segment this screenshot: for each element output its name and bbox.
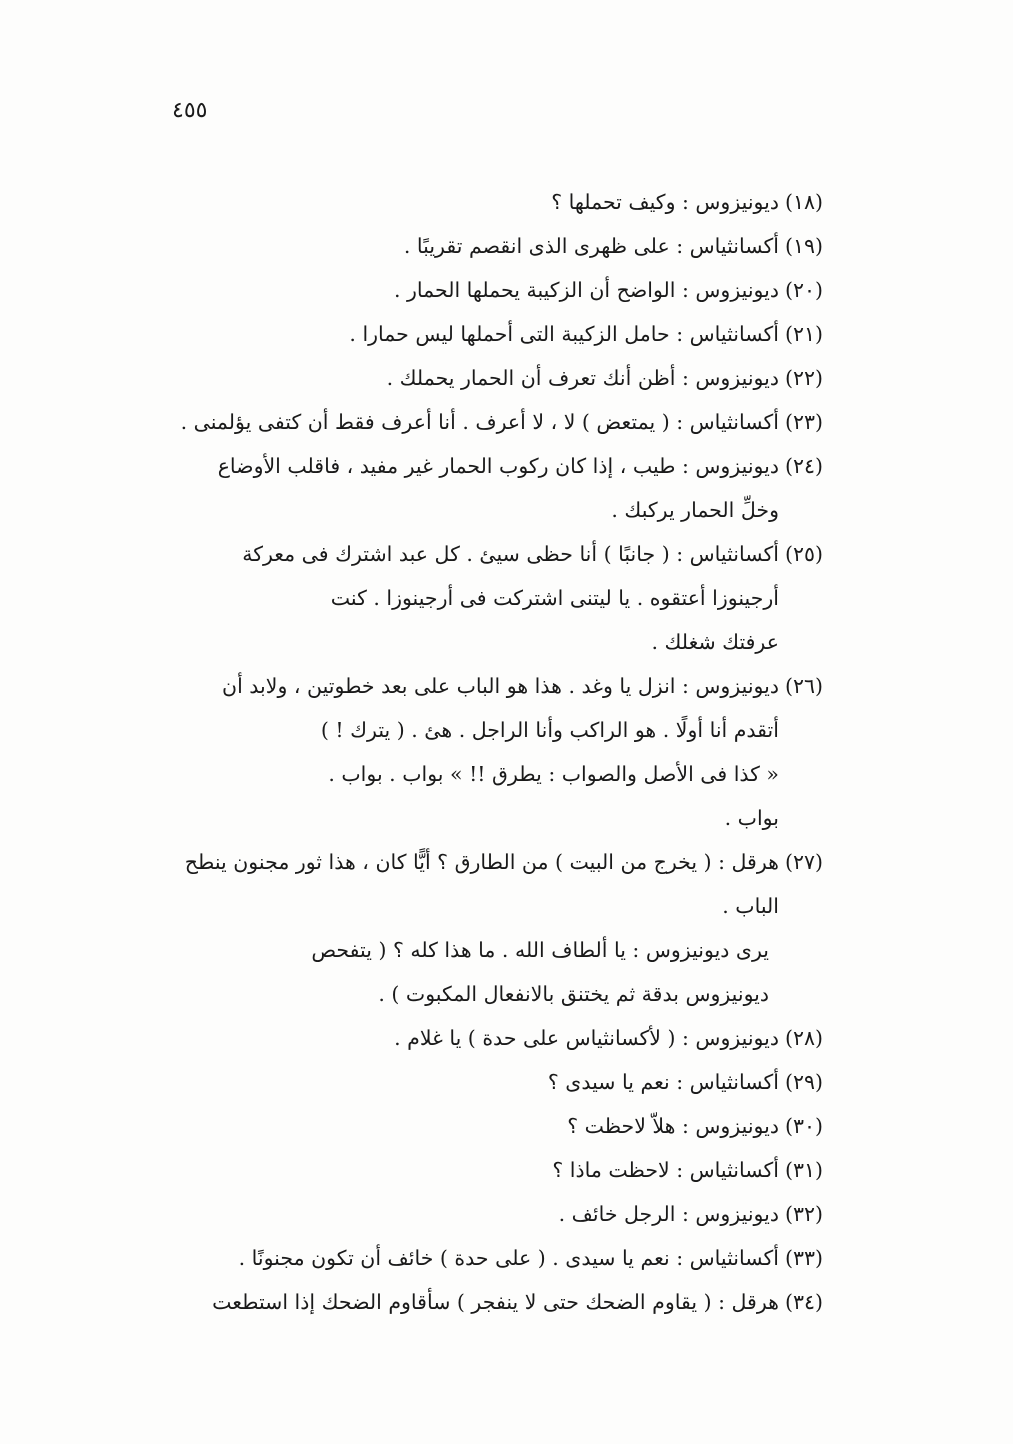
line-number: (٢٦) <box>784 674 823 698</box>
dialogue-line <box>143 1148 823 1192</box>
line-number: (٣١) <box>784 1158 823 1182</box>
line-continuation: الباب . <box>722 894 779 918</box>
line-text: هرقل : ( يقاوم الضحك حتى لا ينفجر ) سأقاوم الضحك إذا استطعت <box>212 1290 779 1314</box>
line-continuation: ديونيزوس بدقة ثم يختنق بالانفعال المكبوت ) . <box>378 982 769 1006</box>
dialogue-line <box>143 224 823 268</box>
line-text: ديونيزوس : وكيف تحملها ؟ <box>551 190 779 214</box>
line-number: (٢٨) <box>784 1026 823 1050</box>
dialogue-line <box>143 1060 823 1104</box>
line-text: يرى ديونيزوس : يا ألطاف الله . ما هذا كله ؟ ( يتفحص <box>311 938 769 962</box>
line-text: ديونيزوس : الواضح أن الزكيبة يحملها الحمار . <box>393 278 779 302</box>
line-continuation: أرجينوزا أعتقوه . يا ليتنى اشتركت فى أرجينوزا . كنت <box>330 586 779 610</box>
line-continuation: وخلِّ الحمار يركبك . <box>611 498 779 522</box>
stage-direction-line <box>143 928 823 1016</box>
line-text: ديونيزوس : الرجل خائف . <box>558 1202 779 1226</box>
dialogue-line <box>143 664 823 840</box>
line-text: أكسانثياس : على ظهرى الذى انقصم تقريبًا . <box>403 234 779 258</box>
dialogue-line <box>143 1104 823 1148</box>
line-text: أكسانثياس : لاحظت ماذا ؟ <box>552 1158 779 1182</box>
line-number: (١٩) <box>784 234 823 258</box>
line-continuation: أتقدم أنا أولًا . هو الراكب وأنا الراجل . هئ . ( يترك ! ) <box>320 718 779 742</box>
line-continuation: عرفتك شغلك . <box>651 630 779 654</box>
line-continuation: بواب . <box>724 806 779 830</box>
dialogue-line <box>143 400 823 444</box>
line-number: (٢١) <box>784 322 823 346</box>
line-text: ديونيزوس : أظن أنك تعرف أن الحمار يحملك . <box>386 366 779 390</box>
line-number: (٢٣) <box>784 410 823 434</box>
page-number: ٤٥٥ <box>172 98 208 123</box>
dialogue-line <box>143 1192 823 1236</box>
dialogue-line <box>143 840 823 928</box>
line-number: (٣٤) <box>784 1290 823 1314</box>
dialogue-text <box>143 180 823 1324</box>
line-continuation: « كذا فى الأصل والصواب : يطرق !! » بواب . بواب . <box>328 762 779 786</box>
line-text: أكسانثياس : نعم يا سيدى . ( على حدة ) خائف أن تكون مجنونًا . <box>238 1246 779 1270</box>
dialogue-line <box>143 1016 823 1060</box>
dialogue-line <box>143 268 823 312</box>
dialogue-line <box>143 312 823 356</box>
line-number: (٢٩) <box>784 1070 823 1094</box>
line-text: أكسانثياس : حامل الزكيبة التى أحملها ليس حمارا . <box>349 322 779 346</box>
dialogue-line <box>143 444 823 532</box>
dialogue-line <box>143 1236 823 1280</box>
line-number: (٣٣) <box>784 1246 823 1270</box>
line-number: (٢٤) <box>784 454 823 478</box>
line-text: هرقل : ( يخرج من البيت ) من الطارق ؟ أيًّا كان ، هذا ثور مجنون ينطح <box>184 850 779 874</box>
line-number: (٣٢) <box>784 1202 823 1226</box>
dialogue-line <box>143 1280 823 1324</box>
dialogue-line <box>143 180 823 224</box>
line-number: (٢٧) <box>784 850 823 874</box>
dialogue-line <box>143 356 823 400</box>
line-number: (٢٢) <box>784 366 823 390</box>
line-text: أكسانثياس : نعم يا سيدى ؟ <box>547 1070 779 1094</box>
line-number: (٣٠) <box>784 1114 823 1138</box>
line-text: ديونيزوس : هلاّ لاحظت ؟ <box>567 1114 779 1138</box>
line-text: ديونيزوس : ( لأكسانثياس على حدة ) يا غلام . <box>394 1026 779 1050</box>
line-number: (٢٥) <box>784 542 823 566</box>
line-number: (٢٠) <box>784 278 823 302</box>
line-text: ديونيزوس : طيب ، إذا كان ركوب الحمار غير مفيد ، فاقلب الأوضاع <box>217 454 779 478</box>
dialogue-line <box>143 532 823 664</box>
line-text: ديونيزوس : انزل يا وغد . هذا هو الباب على بعد خطوتين ، ولابد أن <box>222 674 779 698</box>
line-text: أكسانثياس : ( يمتعض ) لا ، لا أعرف . أنا أعرف فقط أن كتفى يؤلمنى . <box>180 410 779 434</box>
line-number: (١٨) <box>784 190 823 214</box>
line-text: أكسانثياس : ( جانبًا ) أنا حظى سيئ . كل عبد اشترك فى معركة <box>242 542 779 566</box>
